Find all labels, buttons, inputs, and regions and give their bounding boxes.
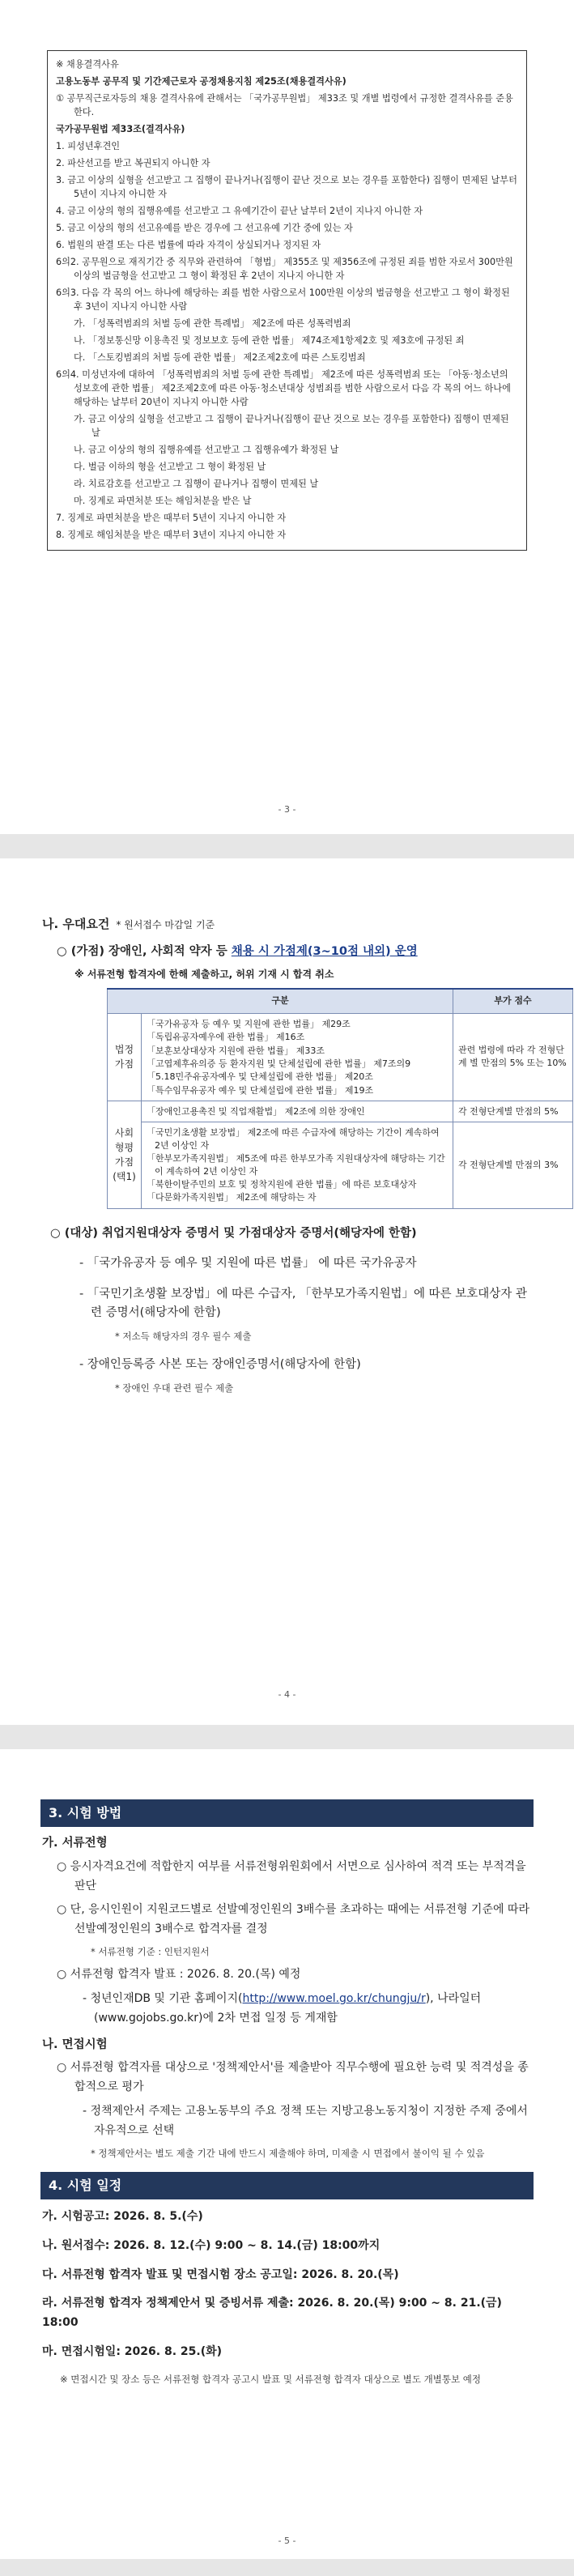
page-5 xyxy=(0,1749,574,2559)
item: 3. 금고 이상의 실형을 선고받고 그 집행이 끝나거나(집행이 끝난 것으로 보는 경우를 포함한다) 집행이 면제된 날부터 5년이 지나지 아니한 자 xyxy=(56,175,517,200)
subheading: 가. 서류전형 xyxy=(42,1837,108,1850)
item: 6의4. 미성년자에 대하여 「성폭력범죄의 처벌 등에 관한 특례법」 제2조에 따른 성폭력범죄 또는 「아동·청소년의 성보호에 관한 법률」 제2조제2호에 따른 아동·청소년대상 성범죄를 범한 사람으로서 다음 각 목의 어느 하나에 해당하는 날부터 20년이 지나지 아니한 사람 xyxy=(56,369,511,408)
criteria-item: 「보훈보상대상자 지원에 관한 법률」 제33조 xyxy=(147,1045,325,1056)
page-gap xyxy=(0,834,574,858)
bonus-point-highlight: 채용 시 가점제(3~10점 내외) 운영 xyxy=(231,944,418,958)
criteria-item: 「고엽제후유의증 등 환자지원 및 단체설립에 관한 법률」 제7조의9 xyxy=(147,1058,411,1069)
sub-item: 마. 징계로 파면처분 또는 해임처분을 받은 날 xyxy=(74,496,252,507)
score-cell: 관련 법령에 따라 각 전형단계 별 만점의 5% 또는 10% xyxy=(453,1013,573,1101)
item: 8. 징계로 해임처분을 받은 때부터 3년이 지나지 아니한 자 xyxy=(56,530,286,541)
page-gap xyxy=(0,1725,574,1749)
page-number: - 5 - xyxy=(278,2536,296,2546)
item: 6의3. 다음 각 목의 어느 하나에 해당하는 죄를 범한 사람으로서 100만원 이상의 벌금형을 선고받고 그 형이 확정된 후 3년이 지나지 아니한 사람 xyxy=(56,287,510,313)
dash-item: - 「국민기초생활 보장법」에 따른 수급자, 「한부모가족지원법」에 따른 보호대상자 관련 증명서(해당자에 한함) xyxy=(79,1287,527,1320)
criteria-item: 「장애인고용촉진 및 직업재활법」 제2조에 의한 장애인 xyxy=(147,1106,365,1118)
star-note: * 정책제안서는 별도 제출 기간 내에 반드시 제출해야 하며, 미제출 시 면접에서 불이익 될 수 있음 xyxy=(91,2147,485,2159)
dash-item: - 「국가유공자 등 예우 및 지원에 따른 법률」 에 따른 국가유공자 xyxy=(79,1256,417,1270)
star-note: * 저소득 해당자의 경우 필수 제출 xyxy=(115,1331,252,1343)
page-3 xyxy=(0,0,574,834)
section-bar: 3. 시험 방법 xyxy=(40,1799,534,1827)
disqualification-box xyxy=(47,50,527,551)
schedule-text: 마. 면접시험일: 2026. 8. 25.(화) xyxy=(42,2345,223,2359)
law-title: 고용노동부 공무직 및 기간제근로자 공정채용지침 제25조(채용결격사유) xyxy=(56,76,347,87)
schedule-text: 다. 서류전형 합격자 발표 및 면접시험 장소 공고일: 2026. 8. 20.(목) xyxy=(42,2267,399,2281)
dash-item: - 장애인등록증 사본 또는 장애인증명서(해당자에 한함) xyxy=(79,1357,361,1371)
category-cell xyxy=(108,1013,142,1101)
bonus-point-line xyxy=(57,943,534,961)
box-heading: ※ 채용결격사유 xyxy=(56,59,119,70)
star-note: ※ 면접시간 및 장소 등은 서류전형 합격자 공고시 발표 및 서류전형 합격자 대상으로 별도 개별통보 예정 xyxy=(60,2373,481,2385)
section-bar: 4. 시험 일정 xyxy=(40,2172,534,2199)
col-header: 구분 xyxy=(108,989,453,1013)
criteria-cell xyxy=(142,1013,453,1101)
star-note: * 서류전형 기준 : 인턴지원서 xyxy=(91,1945,210,1957)
schedule-text: 나. 원서접수: 2026. 8. 12.(수) 9:00 ~ 8. 14.(금) 18:00까지 xyxy=(42,2238,381,2252)
schedule-item xyxy=(42,2237,532,2256)
text: - 청년인재DB 및 기관 홈페이지( xyxy=(83,1992,243,2006)
item: 2. 파산선고를 받고 복권되지 아니한 자 xyxy=(56,158,210,169)
dash-item: - 정책제안서 주제는 고용노동부의 주요 정책 또는 지방고용노동지청이 지정한 주제 중에서 자유적으로 선택 xyxy=(83,2105,528,2137)
law2-title: 국가공무원법 제33조(결격사유) xyxy=(56,124,185,135)
criteria-item: 「다문화가족지원법」 제2조에 해당하는 자 xyxy=(147,1192,317,1203)
heading-note: * 원서접수 마감일 기준 xyxy=(116,919,215,930)
subheading: 나. 면접시험 xyxy=(42,2037,108,2051)
target-line: ○ (대상) 취업지원대상자 증명서 및 가점대상자 증명서(해당자에 한함) xyxy=(50,1226,417,1240)
bullet: ○ 서류전형 합격자를 대상으로 '정책제안서'를 제출받아 직무수행에 필요한 능력 및 적격성을 종합적으로 평가 xyxy=(57,2061,529,2094)
criteria-item: 「국민기초생활 보장법」 제2조에 따른 수급자에 해당하는 기간이 계속하여 2년 이상인 자 xyxy=(147,1127,440,1151)
bonus-table xyxy=(107,988,573,1209)
sub-item: 다. 「스토킹범죄의 처벌 등에 관한 법률」 제2조제2호에 따른 스토킹범죄 xyxy=(74,352,366,364)
bullet: ○ 응시자격요건에 적합한지 여부를 서류전형위원회에서 서면으로 심사하여 적격 또는 부적격을 판단 xyxy=(57,1859,526,1893)
schedule-text: 가. 시험공고: 2026. 8. 5.(수) xyxy=(42,2210,203,2224)
item: 6. 법원의 판결 또는 다른 법률에 따라 자격이 상실되거나 정지된 자 xyxy=(56,240,321,251)
star-note: * 장애인 우대 관련 필수 제출 xyxy=(115,1382,234,1394)
bonus-point-pre: ○ (가점) 장애인, 사회적 약자 등 xyxy=(57,944,232,958)
text: ), 나라일터(www.gojobs.go.kr)에 2차 면접 일정 등 게재함 xyxy=(94,1992,482,2025)
page-4 xyxy=(0,858,574,1725)
criteria-item: 「5.18민주유공자예우 및 단체설립에 관한 법률」 제20조 xyxy=(147,1071,373,1083)
category-cell xyxy=(108,1101,142,1209)
schedule-item xyxy=(42,2343,532,2362)
category-label: 사회 형평 가점 (택1) xyxy=(113,1126,136,1182)
schedule-text: 라. 서류전형 합격자 정책제안서 및 증빙서류 제출: 2026. 8. 20.(목) 9:00 ~ 8. 21.(금) 18:00 xyxy=(42,2297,502,2330)
category-label: 법정 가점 xyxy=(114,1044,134,1071)
criteria-cell xyxy=(142,1122,453,1208)
criteria-item: 「특수임무유공자 예우 및 단체설립에 관한 법률」 제19조 xyxy=(147,1084,374,1096)
homepage-link[interactable]: http://www.moel.go.kr/chungju/r xyxy=(242,1992,426,2006)
criteria-item: 「국가유공자 등 예우 및 지원에 관한 법률」 제29조 xyxy=(147,1018,351,1029)
criteria-cell xyxy=(142,1101,453,1122)
sub-item: 다. 벌금 이하의 형을 선고받고 그 형이 확정된 날 xyxy=(74,462,266,473)
submission-note: ※ 서류전형 합격자에 한해 제출하고, 허위 기재 시 합격 취소 xyxy=(74,969,334,981)
law-clause: ① 공무직근로자등의 채용 결격사유에 관해서는 「국가공무원법」 제33조 및 개별 법령에서 규정한 결격사유를 준용한다. xyxy=(56,93,513,118)
dash-item xyxy=(83,1990,532,2029)
criteria-item: 「북한이탈주민의 보호 및 정착지원에 관한 법률」에 따른 보호대상자 xyxy=(147,1179,417,1190)
schedule-item xyxy=(42,2266,532,2285)
sub-item: 나. 「정보통신망 이용촉진 및 정보보호 등에 관한 법률」 제74조제1항제2호 및 제3호에 규정된 죄 xyxy=(74,335,465,347)
page-number: - 3 - xyxy=(278,804,296,815)
sub-item: 라. 치료감호를 선고받고 그 집행이 끝나거나 집행이 면제된 날 xyxy=(74,479,319,490)
item: 7. 징계로 파면처분을 받은 때부터 5년이 지나지 아니한 자 xyxy=(56,513,286,524)
item: 1. 피성년후견인 xyxy=(56,141,121,152)
item: 6의2. 공무원으로 재직기간 중 직무와 관련하여 「형법」 제355조 및 제356조에 규정된 죄를 범한 자로서 300만원 이상의 벌금형을 선고받고 그 형이 확정된 후 2년이 지나지 아니한 자 xyxy=(56,257,513,282)
bullet: ○ 서류전형 합격자 발표 : 2026. 8. 20.(목) 예정 xyxy=(57,1968,301,1982)
sub-item: 가. 금고 이상의 실형을 선고받고 그 집행이 끝나거나(집행이 끝난 것으로 보는 경우를 포함한다) 집행이 면제된 날 xyxy=(74,414,509,439)
schedule-item xyxy=(42,2208,532,2227)
schedule-item xyxy=(42,2294,532,2333)
criteria-item: 「한부모가족지원법」 제5조에 따른 한부모가족 지원대상자에 해당하는 기간이 계속하여 2년 이상인 자 xyxy=(147,1153,445,1177)
col-header: 부가 점수 xyxy=(453,989,573,1013)
item: 5. 금고 이상의 형의 선고유예를 받은 경우에 그 선고유예 기간 중에 있는 자 xyxy=(56,223,353,234)
sub-item: 가. 「성폭력범죄의 처벌 등에 관한 특례법」 제2조에 따른 성폭력범죄 xyxy=(74,318,351,330)
page-number: - 4 - xyxy=(278,1689,296,1700)
bullet: ○ 단, 응시인원이 지원코드별로 선발예정인원의 3배수를 초과하는 때에는 서류전형 기준에 따라 선발예정인원의 3배수로 합격자를 결정 xyxy=(57,1903,529,1936)
score-cell: 각 전형단계별 만점의 3% xyxy=(453,1122,573,1208)
section-heading xyxy=(42,915,534,934)
sub-item: 나. 금고 이상의 형의 집행유예를 선고받고 그 집행유예가 확정된 날 xyxy=(74,445,339,456)
heading-text: 나. 우대요건 xyxy=(42,917,110,931)
item: 4. 금고 이상의 형의 집행유예를 선고받고 그 유예기간이 끝난 날부터 2년이 지나지 아니한 자 xyxy=(56,206,423,217)
criteria-item: 「독립유공자예우에 관한 법률」 제16조 xyxy=(147,1032,305,1043)
score-cell: 각 전형단계별 만점의 5% xyxy=(453,1101,573,1122)
